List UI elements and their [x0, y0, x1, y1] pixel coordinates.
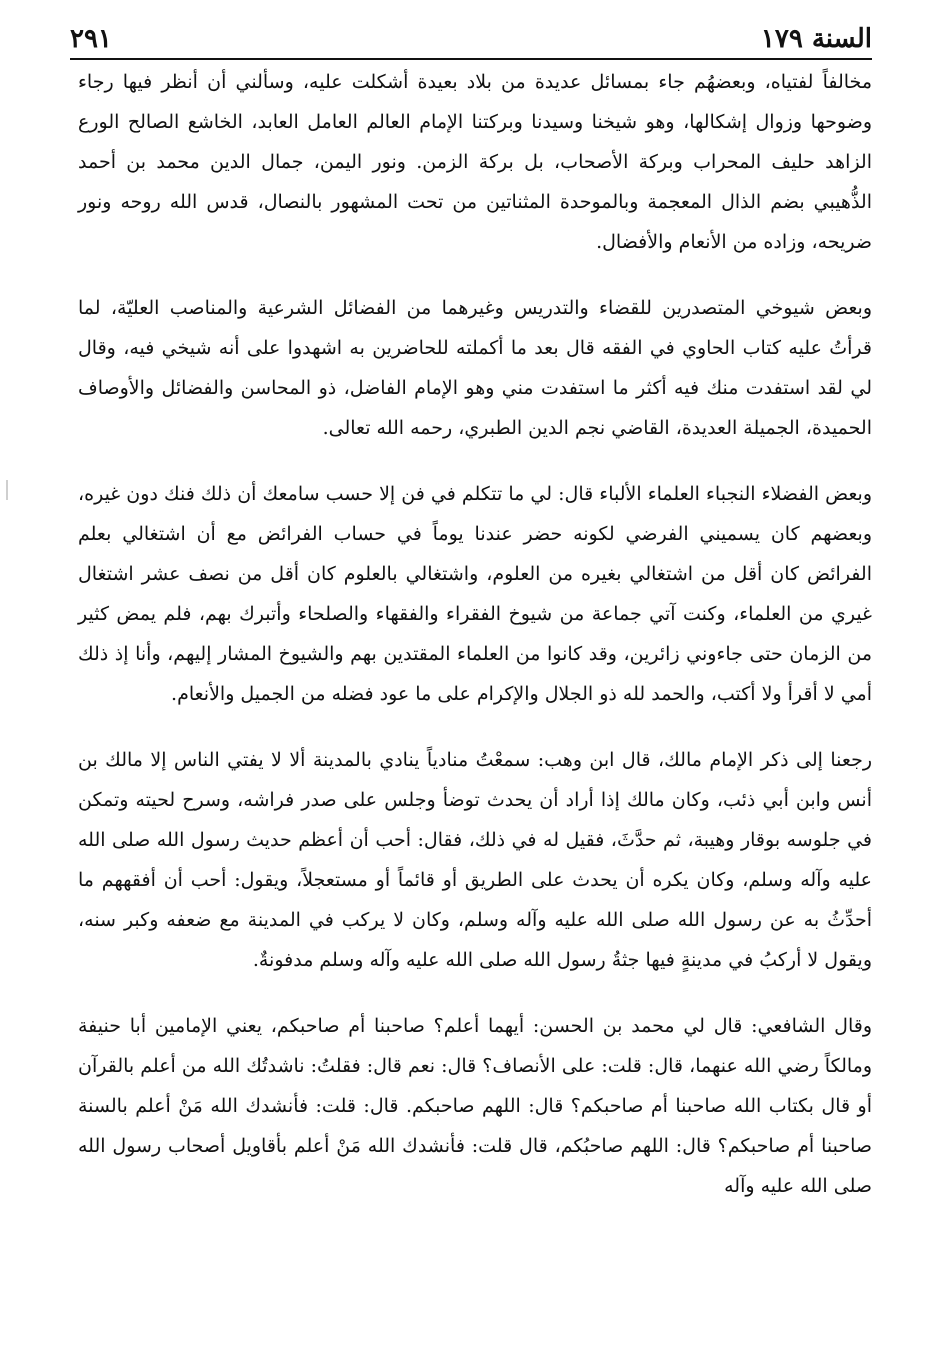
- paragraph-5: وقال الشافعي: قال لي محمد بن الحسن: أيهما أعلم؟ صاحبنا أم صاحبكم، يعني الإمامين أبا حنيفة ومالكاً رضي الله عنهما، قال: قلت: على الأنصاف؟ قال: نعم قال: فقلتُ: ناشدتُك الله من أعلم بالقرآن أو قال بكتاب الله صاحبنا أم صاحبكم؟ قال: اللهم صاحبكم. قال: قلت: فأنشدك الله مَنْ أعلم بالسنة صاحبنا أم صاحبكم؟ قال: اللهم صاحبُكم، قال قلت: فأنشدك الله مَنْ أعلم بأقاويل أصحاب رسول الله صلى الله عليه وآله: [78, 1015, 872, 1197]
- page-number: ٢٩١: [70, 24, 112, 54]
- paragraph-4: رجعنا إلى ذكر الإمام مالك، قال ابن وهب: سمعْتُ منادياً ينادي بالمدينة ألا لا يفتي الناس إلا مالك بن أنس وابن أبي ذئب، وكان مالك إذا أراد أن يحدث توضأ وجلس على صدر فراشه، وسرح لحيته وتمكن في جلوسه بوقار وهيبة، ثم حدَّثَ، فقيل له في ذلك، فقال: أحب أن أعظم حديث رسول الله صلى الله عليه وآله وسلم، وكان يكره أن يحدث على الطريق أو قائماً أو مستعجلاً، ويقول: أحب أن أفقههم ما أحدِّثُ به عن رسول الله صلى الله عليه وآله وسلم، وكان لا يركب في المدينة مع ضعفه وكبر سنه، ويقول لا أركبُ في مدينةٍ فيها جثةُ رسول الله صلى الله عليه وآله وسلم مدفونةٌ.: [78, 749, 872, 971]
- header-title: السنة ١٧٩: [760, 24, 872, 54]
- body-text: [78, 62, 872, 1232]
- running-header: [70, 14, 872, 60]
- scan-margin-mark: [6, 480, 8, 500]
- paragraph-2: وبعض شيوخي المتصدرين للقضاء والتدريس وغيرهما من الفضائل الشرعية والمناصب العليّة، لما قرأتُ عليه كتاب الحاوي في الفقه قال بعد ما أكملته للحاضرين به اشهدوا على أنه شيخي فيه، وقال لي لقد استفدت منك فيه أكثر ما استفدت مني وهو الإمام الفاضل، ذو المحاسن والفضائل والأوصاف الحميدة، الجميلة العديدة، القاضي نجم الدين الطبري، رحمه الله تعالى.: [78, 297, 872, 439]
- paragraph-3: وبعض الفضلاء النجباء العلماء الألباء قال: لي ما تتكلم في فن إلا حسب سامعك أن ذلك فنك دون غيره، وبعضهم كان يسميني الفرضي لكونه حضر عندنا يوماً في حساب الفرائض مع أن اشتغالي بعلم الفرائض كان أقل من اشتغالي بغيره من العلوم، واشتغالي بالعلوم كان أقل من نصف عشر اشتغال غيري من العلماء، وكنت آتي جماعة من شيوخ الفقراء والفقهاء والصلحاء وأتبرك بهم، فلم يمض كثير من الزمان حتى جاءوني زائرين، وقد كانوا من العلماء المقتدين بهم والشيوخ المشار إليهم، وأنا إذ ذلك أمي لا أقرأ ولا أكتب، والحمد لله ذو الجلال والإكرام على ما عود فضله من الجميل والأنعام.: [78, 483, 872, 705]
- paragraph-1: مخالفاً لفتياه، وبعضهُم جاء بمسائل عديدة من بلاد بعيدة أشكلت عليه، وسألني أن أنظر فيها رجاء وضوحها وزوال إشكالها، وهو شيخنا وسيدنا وبركتنا الإمام العالم العامل العابد، الخاشع الصالح الورع الزاهد حليف المحراب وبركة الأصحاب، بل بركة الزمن. ونور اليمن، جمال الدين محمد بن أحمد الذُّهيبي بضم الذال المعجمة وبالموحدة المثناتين من تحت المشهور بالنصال، قدس الله روحه ونور ضريحه، وزاده من الأنعام والأفضال.: [78, 71, 872, 253]
